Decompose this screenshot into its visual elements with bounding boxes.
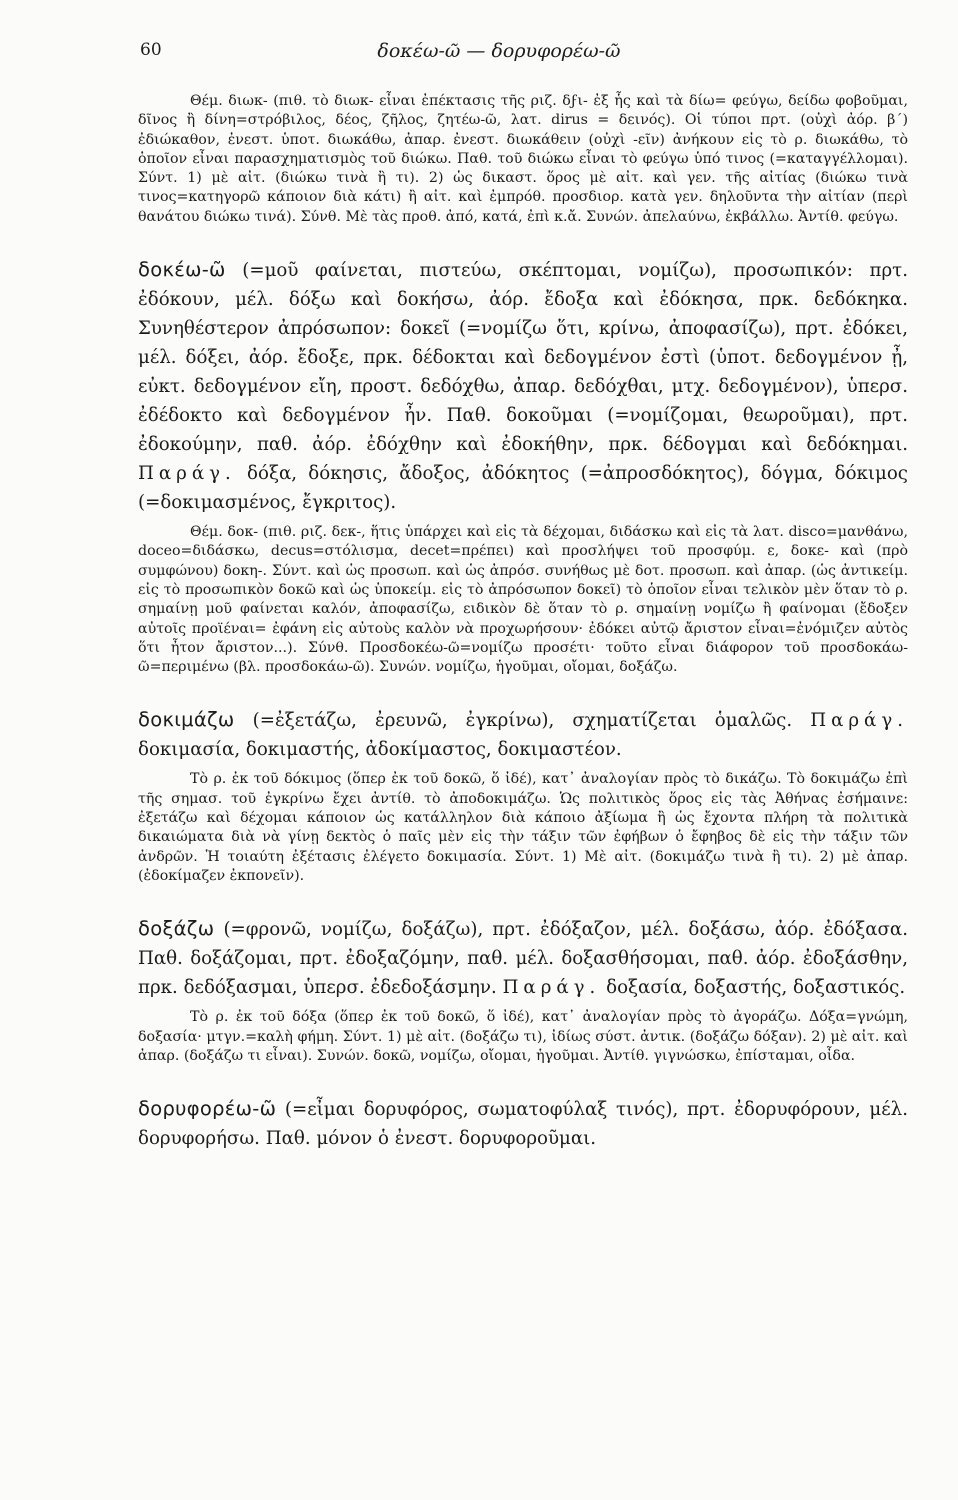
parag-text-doxazo: δοξασία, δοξαστής, δοξαστικός. — [600, 977, 906, 999]
parag-label-dokeo: Παράγ. — [138, 463, 236, 485]
dictionary-entry-doryphoreo — [138, 1094, 908, 1153]
parag-text-dokeo: δόξα, δόκησις, ἄδοξος, ἀδόκητος (=ἀπροσδόκητος), δόγμα, δόκιμος (=δοκιμασμένος, ἔγκριτος). — [138, 463, 908, 514]
dictionary-entry-doxazo — [138, 914, 908, 1002]
parag-text-dokimazo: δοκιμασία, δοκιμαστής, ἀδοκίμαστος, δοκιμαστέον. — [138, 739, 622, 761]
parag-label-doxazo: Παράγ. — [502, 977, 601, 999]
running-head: δοκέω-ῶ — δορυφορέω-ῶ — [377, 40, 621, 62]
headword-dokeo: δοκέω-ῶ — [138, 258, 226, 282]
entry-text-dokimazo: (=ἐξετάζω, ἐρευνῶ, ἐγκρίνω), σχηματίζεται ὁμαλῶς. — [234, 710, 793, 732]
entry-text-doryphoreo: (=εἶμαι δορυφόρος, σωματοφύλαξ τινός), πρτ. ἐδορυφόρουν, μέλ. δορυφορήσω. Παθ. μόνον ὁ ἐνεστ. δορυφοροῦμαι. — [138, 1099, 908, 1150]
parag-label-dokimazo: Παράγ. — [810, 710, 908, 732]
headword-doryphoreo: δορυφορέω-ῶ — [138, 1097, 277, 1121]
etymology-paragraph-dokimazo: Τὸ ρ. ἐκ τοῦ δόκιμος (ὅπερ ἐκ τοῦ δοκῶ, ὅ ἰδέ), κατ᾽ ἀναλογίαν πρὸς τὸ δικάζω. Τὸ δοκιμάζω ἐπὶ τῆς σημασ. τοῦ ἐγκρίνω ἔχει ἀντίθ. τὸ ἀποδοκιμάζω. Ὡς πολιτικὸς ὅρος εἰς τὰς Ἀθήνας ἐσήμαινε: ἐξετάζω καὶ δέχομαι κάποιον ὡς κατάλληλον διὰ κάποιο ἀξίωμα ἢ ὡς ἔχοντα πλήρη τὰ πολιτικὰ δικαιώματα διὰ νὰ γίνῃ δεκτὸς ὁ παῖς μὲν εἰς τὴν τάξιν τῶν ἐφήβων ὁ ἔφηβος δὲ εἰς τὴν τάξιν τῶν ἀνδρῶν. Ἡ τοιαύτη ἐξέτασις ἐλέγετο δοκιμασία. Σύντ. 1) Μὲ αἰτ. (δοκιμάζω τινὰ ἢ τι). 2) μὲ ἀπαρ. (ἐδοκίμαζεν ἐκπονεῖν). — [138, 771, 908, 884]
headword-dokimazo: δοκιμάζω — [138, 708, 235, 732]
entry-text-dokeo: (=μοῦ φαίνεται, πιστεύω, σκέπτομαι, νομίζω), προσωπικόν: πρτ. ἐδόκουν, μέλ. δόξω καὶ δοκήσω, ἀόρ. ἔδοξα καὶ ἐδόκησα, πρκ. δεδόκηκα. Συνηθέστερον ἀπρόσωπον: δοκεῖ (=νομίζω ὅτι, κρίνω, ἀποφασίζω), πρτ. ἐδόκει, μέλ. δόξει, ἀόρ. ἔδοξε, πρκ. δέδοκται καὶ δεδογμένον ἐστὶ (ὑποτ. δεδογμένον ᾖ, εὐκτ. δεδογμένον εἴη, προστ. δεδόχθω, ἀπαρ. δεδόχθαι, μτχ. δεδογμένον), ὑπερσ. ἐδέδοκτο καὶ δεδογμένον ἦν. Παθ. δοκοῦμαι (=νομίζομαι, θεωροῦμαι), πρτ. ἐδοκούμην, παθ. ἀόρ. ἐδόχθην καὶ ἐδοκήθην, πρκ. δέδογμαι καὶ δεδόκημαι. — [138, 260, 908, 456]
page-number: 60 — [140, 40, 162, 60]
etymology-paragraph-dokeo: Θέμ. δοκ- (πιθ. ριζ. δεκ-, ἥτις ὑπάρχει καὶ εἰς τὰ δέχομαι, διδάσκω καὶ εἰς τὰ λατ. disco=μανθάνω, doceo=διδάσκω, decus=στόλισμα, decet=πρέπει) καὶ προσλήψει τοῦ προσφύμ. ε, δοκε- καὶ (πρὸ συμφώνου) δοκη-. Σύντ. καὶ ὡς προσωπ. καὶ ὡς ἀπρόσ. συνήθως μὲ δοτ. προσωπ. καὶ ἀπαρ. (ὡς ἀντικείμ. εἰς τὸ προσωπικὸν δοκῶ καὶ ὡς ὑποκείμ. εἰς τὸ ἀπρόσωπον δοκεῖ) τὸ ὁποῖον εἶναι τελικὸν μὲν ὅταν τὸ ρ. σημαίνῃ μοῦ φαίνεται καλόν, ἀποφασίζω, ειδικὸν δὲ ὅταν τὸ ρ. σημαίνῃ νομίζω ἢ φαίνομαι (ἔδοξεν αὐτοῖς προϊέναι= ἐφάνη εἰς αὐτοὺς καλὸν νὰ προχωρήσουν· ἐδόκει αὐτῷ ἄριστον εἶναι=ἐνόμιζεν αὐτὸς ὅτι ἦτον ἄριστον...). Σύνθ. Προσδοκέω-ῶ=νομίζω προσέτι· τοῦτο εἶναι διάφορον τοῦ προσδοκάω-ῶ=περιμένω (βλ. προσδοκάω-ῶ). Συνών. νομίζω, ἡγοῦμαι, οἴομαι, δοξάζω. — [138, 524, 908, 676]
entry-text-doxazo: (=φρονῶ, νομίζω, δοξάζω), πρτ. ἐδόξαζον, μέλ. δοξάσω, ἀόρ. ἐδόξασα. Παθ. δοξάζομαι, πρτ. ἐδοξαζόμην, παθ. μέλ. δοξασθήσομαι, παθ. ἀόρ. ἐδοξάσθην, πρκ. δεδόξασμαι, ὑπερσ. ἐδεδοξάσμην. — [138, 919, 908, 999]
dictionary-entry-dokeo — [138, 255, 908, 517]
page-body — [138, 92, 908, 1153]
etymology-paragraph-diokatho: Θέμ. διωκ- (πιθ. τὸ διωκ- εἶναι ἐπέκτασις τῆς ριζ. δϝι- ἐξ ἧς καὶ τὰ δίω= φεύγω, δείδω φοβοῦμαι, δῖνος ἢ δίνη=στρόβιλος, δέος, ζῆλος, ζητέω-ῶ, λατ. dirus = δεινός). Οἱ τύποι πρτ. (οὐχὶ ἀόρ. β΄) ἐδιώκαθον, ἐνεστ. ὑποτ. διωκάθω, ἀπαρ. ἐνεστ. διωκάθειν (οὐχὶ -εῖν) ἀνήκουν εἰς τὸ ρ. διωκάθω, τὸ ὁποῖον εἶναι παρασχηματισμὸς τοῦ διώκω. Παθ. τοῦ διώκω εἶναι τὸ φεύγω ὑπό τινος (=καταγγέλλομαι). Σύντ. 1) μὲ αἰτ. (διώκω τινὰ ἢ τι). 2) ὡς δικαστ. ὅρος μὲ αἰτ. καὶ γεν. τῆς αἰτίας (διώκω τινὰ τινος=κατηγορῶ κάποιον διὰ κάτι) ἢ αἰτ. καὶ ἐμπρόθ. προσδιορ. κατὰ γεν. δηλοῦντα τὴν αἰτίαν (περὶ θανάτου διώκω τινά). Σύνθ. Μὲ τὰς προθ. ἀπό, κατά, ἐπὶ κ.ἄ. Συνών. ἀπελαύνω, ἐκβάλλω. Ἀντίθ. φεύγω. — [138, 93, 908, 225]
headword-doxazo: δοξάζω — [138, 917, 215, 941]
dictionary-entry-dokimazo — [138, 705, 908, 764]
etymology-paragraph-doxazo: Τὸ ρ. ἐκ τοῦ δόξα (ὅπερ ἐκ τοῦ δοκῶ, ὅ ἰδέ), κατ᾽ ἀναλογίαν πρὸς τὸ ἀγοράζω. Δόξα=γνώμη, δοξασία· μτγν.=καλὴ φήμη. Σύντ. 1) μὲ αἰτ. (δοξάζω τι), ἰδίως σύστ. ἀντικ. (δοξάζω δόξαν). 2) μὲ αἰτ. καὶ ἀπαρ. (δοξάζω τι εἶναι). Συνών. δοκῶ, νομίζω, οἴομαι, ἡγοῦμαι. Ἀντίθ. γιγνώσκω, ἐπίσταμαι, οἶδα. — [138, 1009, 908, 1064]
